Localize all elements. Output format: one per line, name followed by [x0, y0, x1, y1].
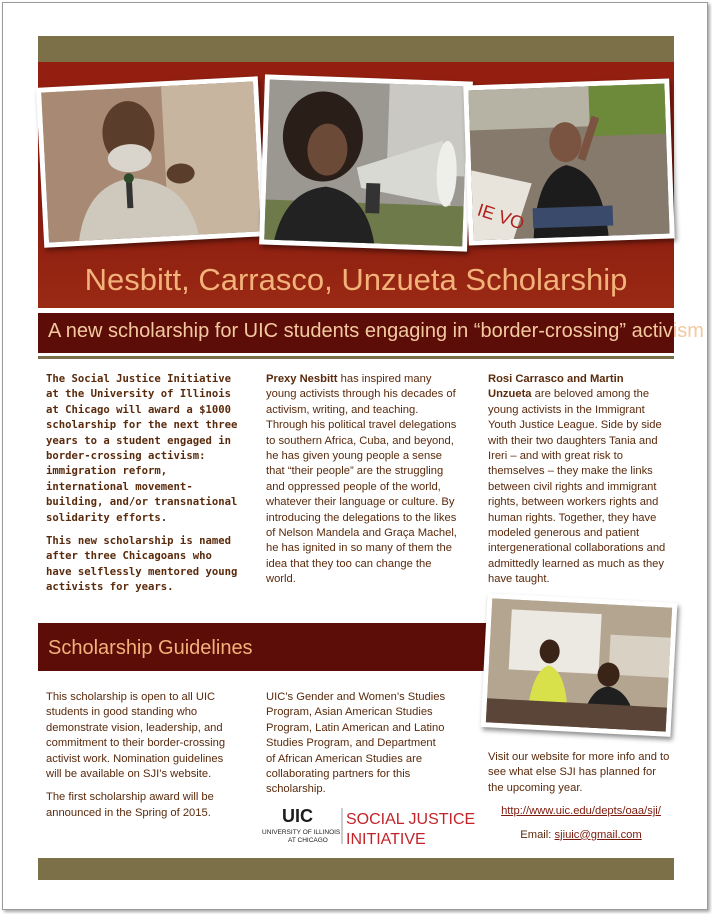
svg-text:IE VO: IE VO: [474, 199, 527, 234]
bottom-olive-bar: [38, 858, 674, 880]
intro-column: [46, 372, 242, 604]
eligibility-paragraph: This scholarship is open to all UIC students in good standing who demonstrate vision, leadership, and commitment to their border-crossing activist work. Nomination guidelines will be available on SJI’s website.: [46, 691, 226, 781]
top-olive-bar: [38, 36, 674, 62]
carrasco-unzueta-column: [488, 372, 668, 596]
woman-with-megaphone-photo: [259, 74, 473, 251]
intro-paragraph: The Social Justice Initiative at the University of Illinois at Chicago will award a $1000 scholarship for the next three years to a student engaged in border-crossing activism: immigration reform, international movement-building, and/or transnational solidarity efforts.: [46, 373, 238, 524]
page-title: Nesbitt, Carrasco, Unzueta Scholarship: [84, 262, 628, 297]
logo-university: UNIVERSITY OF ILLINOIS: [262, 829, 341, 836]
nesbitt-column: [266, 372, 462, 596]
website-paragraph: Visit our website for more info and to see what else SJI has planned for the upcoming year.: [488, 751, 670, 794]
carrasco-unzueta-name: Rosi Carrasco and Martin Unzueta: [488, 373, 624, 401]
website-link[interactable]: http://www.uic.edu/depts/oaa/sji/: [501, 805, 661, 818]
website-column: [488, 750, 674, 851]
nesbitt-name: Prexy Nesbitt: [266, 373, 338, 385]
eligibility-column: [46, 690, 232, 829]
divider-line: [38, 356, 674, 359]
partners-column: [266, 690, 446, 806]
uic-sji-logo: [262, 804, 476, 852]
first-award-paragraph: The first scholarship award will be announced in the Spring of 2015.: [46, 791, 214, 819]
logo-chicago: AT CHICAGO: [288, 837, 328, 844]
partners-paragraph: UIC’s Gender and Women’s Studies Program, Asian American Studies Program, Latin American and Latino Studies Program, and Department of African American Studies are collaborating partners for this scholarship.: [266, 691, 446, 796]
page-subtitle: A new scholarship for UIC students engaging in “border-crossing” activism: [48, 320, 704, 342]
carrasco-unzueta-bio: are beloved among the young activists in the Immigrant Youth Justice League. Side by side with their two daughters Tania and Ireri – and with great risk to themselves – they make the links between civil rights and immigrant rights, between workers rights and human rights. Together, they have modeled generous and patient intergenerational collaborations and admittedly learned as much as they have taught.: [488, 388, 666, 586]
email-link[interactable]: sjiuic@gmail.com: [554, 828, 642, 841]
logo-social-justice: SOCIAL JUSTICE: [346, 811, 476, 828]
protest-rally-photo: [463, 78, 674, 245]
email-label: Email:: [520, 828, 555, 841]
nesbitt-bio: has inspired many young activists through his decades of activism, writing, and teaching. Through his political travel delegations to southern Africa, Cuba, and beyond, he has given young people a sense that “their people” are the struggling and oppressed people of the world, whatever their language or culture. By introducing the delegations to the likes of Nelson Mandela and Graça Machel, he has ignited in so many of them the idea that they too can change the world.: [266, 373, 457, 586]
logo-initiative: INITIATIVE: [346, 831, 426, 848]
speaker-with-microphone-photo: [36, 76, 266, 247]
logo-uic: UIC: [282, 806, 313, 826]
students-presenting-photo: [481, 593, 678, 737]
namesake-paragraph: This new scholarship is named after three Chicagoans who have selflessly mentored young activists for years.: [46, 535, 238, 594]
guidelines-heading: Scholarship Guidelines: [48, 637, 253, 659]
